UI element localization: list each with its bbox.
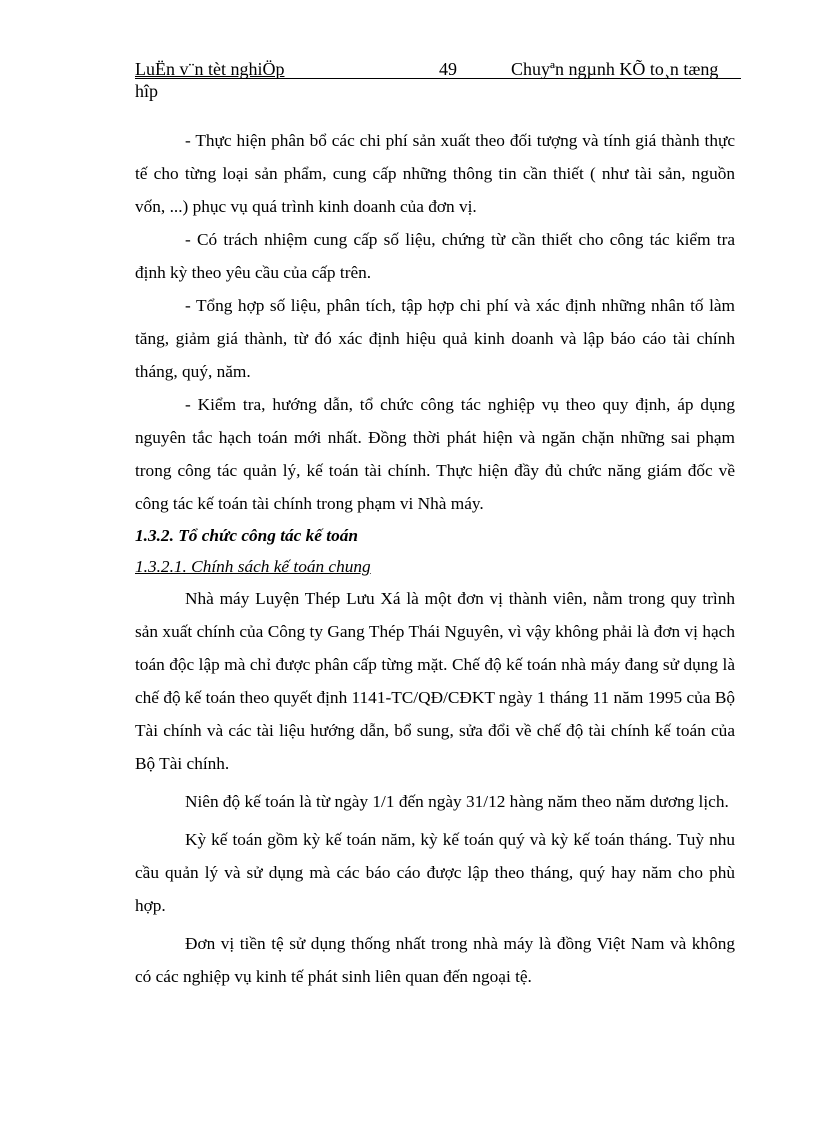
header-major-continuation: hîp xyxy=(135,81,159,101)
paragraph: Niên độ kế toán là từ ngày 1/1 đến ngày 31/12 hàng năm theo năm dương lịch. xyxy=(185,792,729,811)
section-heading: 1.3.2. Tổ chức công tác kế toán xyxy=(135,526,358,545)
paragraph: - Thực hiện phân bổ các chi phí sản xuất theo đối tượng và tính giá thành thực tế cho từng loại sản phẩm, cung cấp những thông tin cần thiết ( như tài sản, nguồn vốn, ...) phục vụ quá trình kinh doanh của đơn vị. xyxy=(135,131,735,216)
paragraph: Kỳ kế toán gồm kỳ kế toán năm, kỳ kế toán quý và kỳ kế toán tháng. Tuỳ nhu cầu quản lý và sử dụng mà các báo cáo được lập theo tháng, quý hay năm cho phù hợp. xyxy=(135,830,735,915)
subsection-heading: 1.3.2.1. Chính sách kế toán chung xyxy=(135,557,371,576)
header-major: Chuyªn ngµnh KÕ to¸n tæng xyxy=(511,59,719,79)
paragraph: - Tổng hợp số liệu, phân tích, tập hợp chi phí và xác định những nhân tố làm tăng, giảm giá thành, từ đó xác định hiệu quả kinh doanh và lập báo cáo tài chính tháng, quý, năm. xyxy=(135,296,735,381)
page-header xyxy=(135,56,741,82)
paragraph: - Kiểm tra, hướng dẫn, tổ chức công tác nghiệp vụ theo quy định, áp dụng nguyên tắc hạch toán mới nhất. Đồng thời phát hiện và ngăn chặn những sai phạm trong công tác quản lý, kế toán tài chính. Thực hiện đầy đủ chức năng giám đốc về công tác kế toán tài chính trong phạm vi Nhà máy. xyxy=(135,395,735,513)
header-thesis-title: LuËn v¨n tèt nghiÖp xyxy=(135,59,285,79)
header-page-number: 49 xyxy=(439,59,457,79)
paragraph: Nhà máy Luyện Thép Lưu Xá là một đơn vị thành viên, nằm trong quy trình sản xuất chính của Công ty Gang Thép Thái Nguyên, vì vậy không phải là đơn vị hạch toán độc lập mà chỉ được phân cấp từng mặt. Chế độ kế toán nhà máy đang sử dụng là chế độ kế toán theo quyết định 1141-TC/QĐ/CĐKT ngày 1 tháng 11 năm 1995 của Bộ Tài chính và các tài liệu hướng dẫn, bổ sung, sửa đổi về chế độ tài chính kế toán của Bộ Tài chính. xyxy=(135,589,735,773)
header-rule xyxy=(135,78,741,79)
paragraph: - Có trách nhiệm cung cấp số liệu, chứng từ cần thiết cho công tác kiểm tra định kỳ theo yêu cầu của cấp trên. xyxy=(135,230,735,282)
document-body xyxy=(135,124,735,993)
paragraph: Đơn vị tiền tệ sử dụng thống nhất trong nhà máy là đồng Việt Nam và không có các nghiệp vụ kinh tế phát sinh liên quan đến ngoại tệ. xyxy=(135,934,735,986)
